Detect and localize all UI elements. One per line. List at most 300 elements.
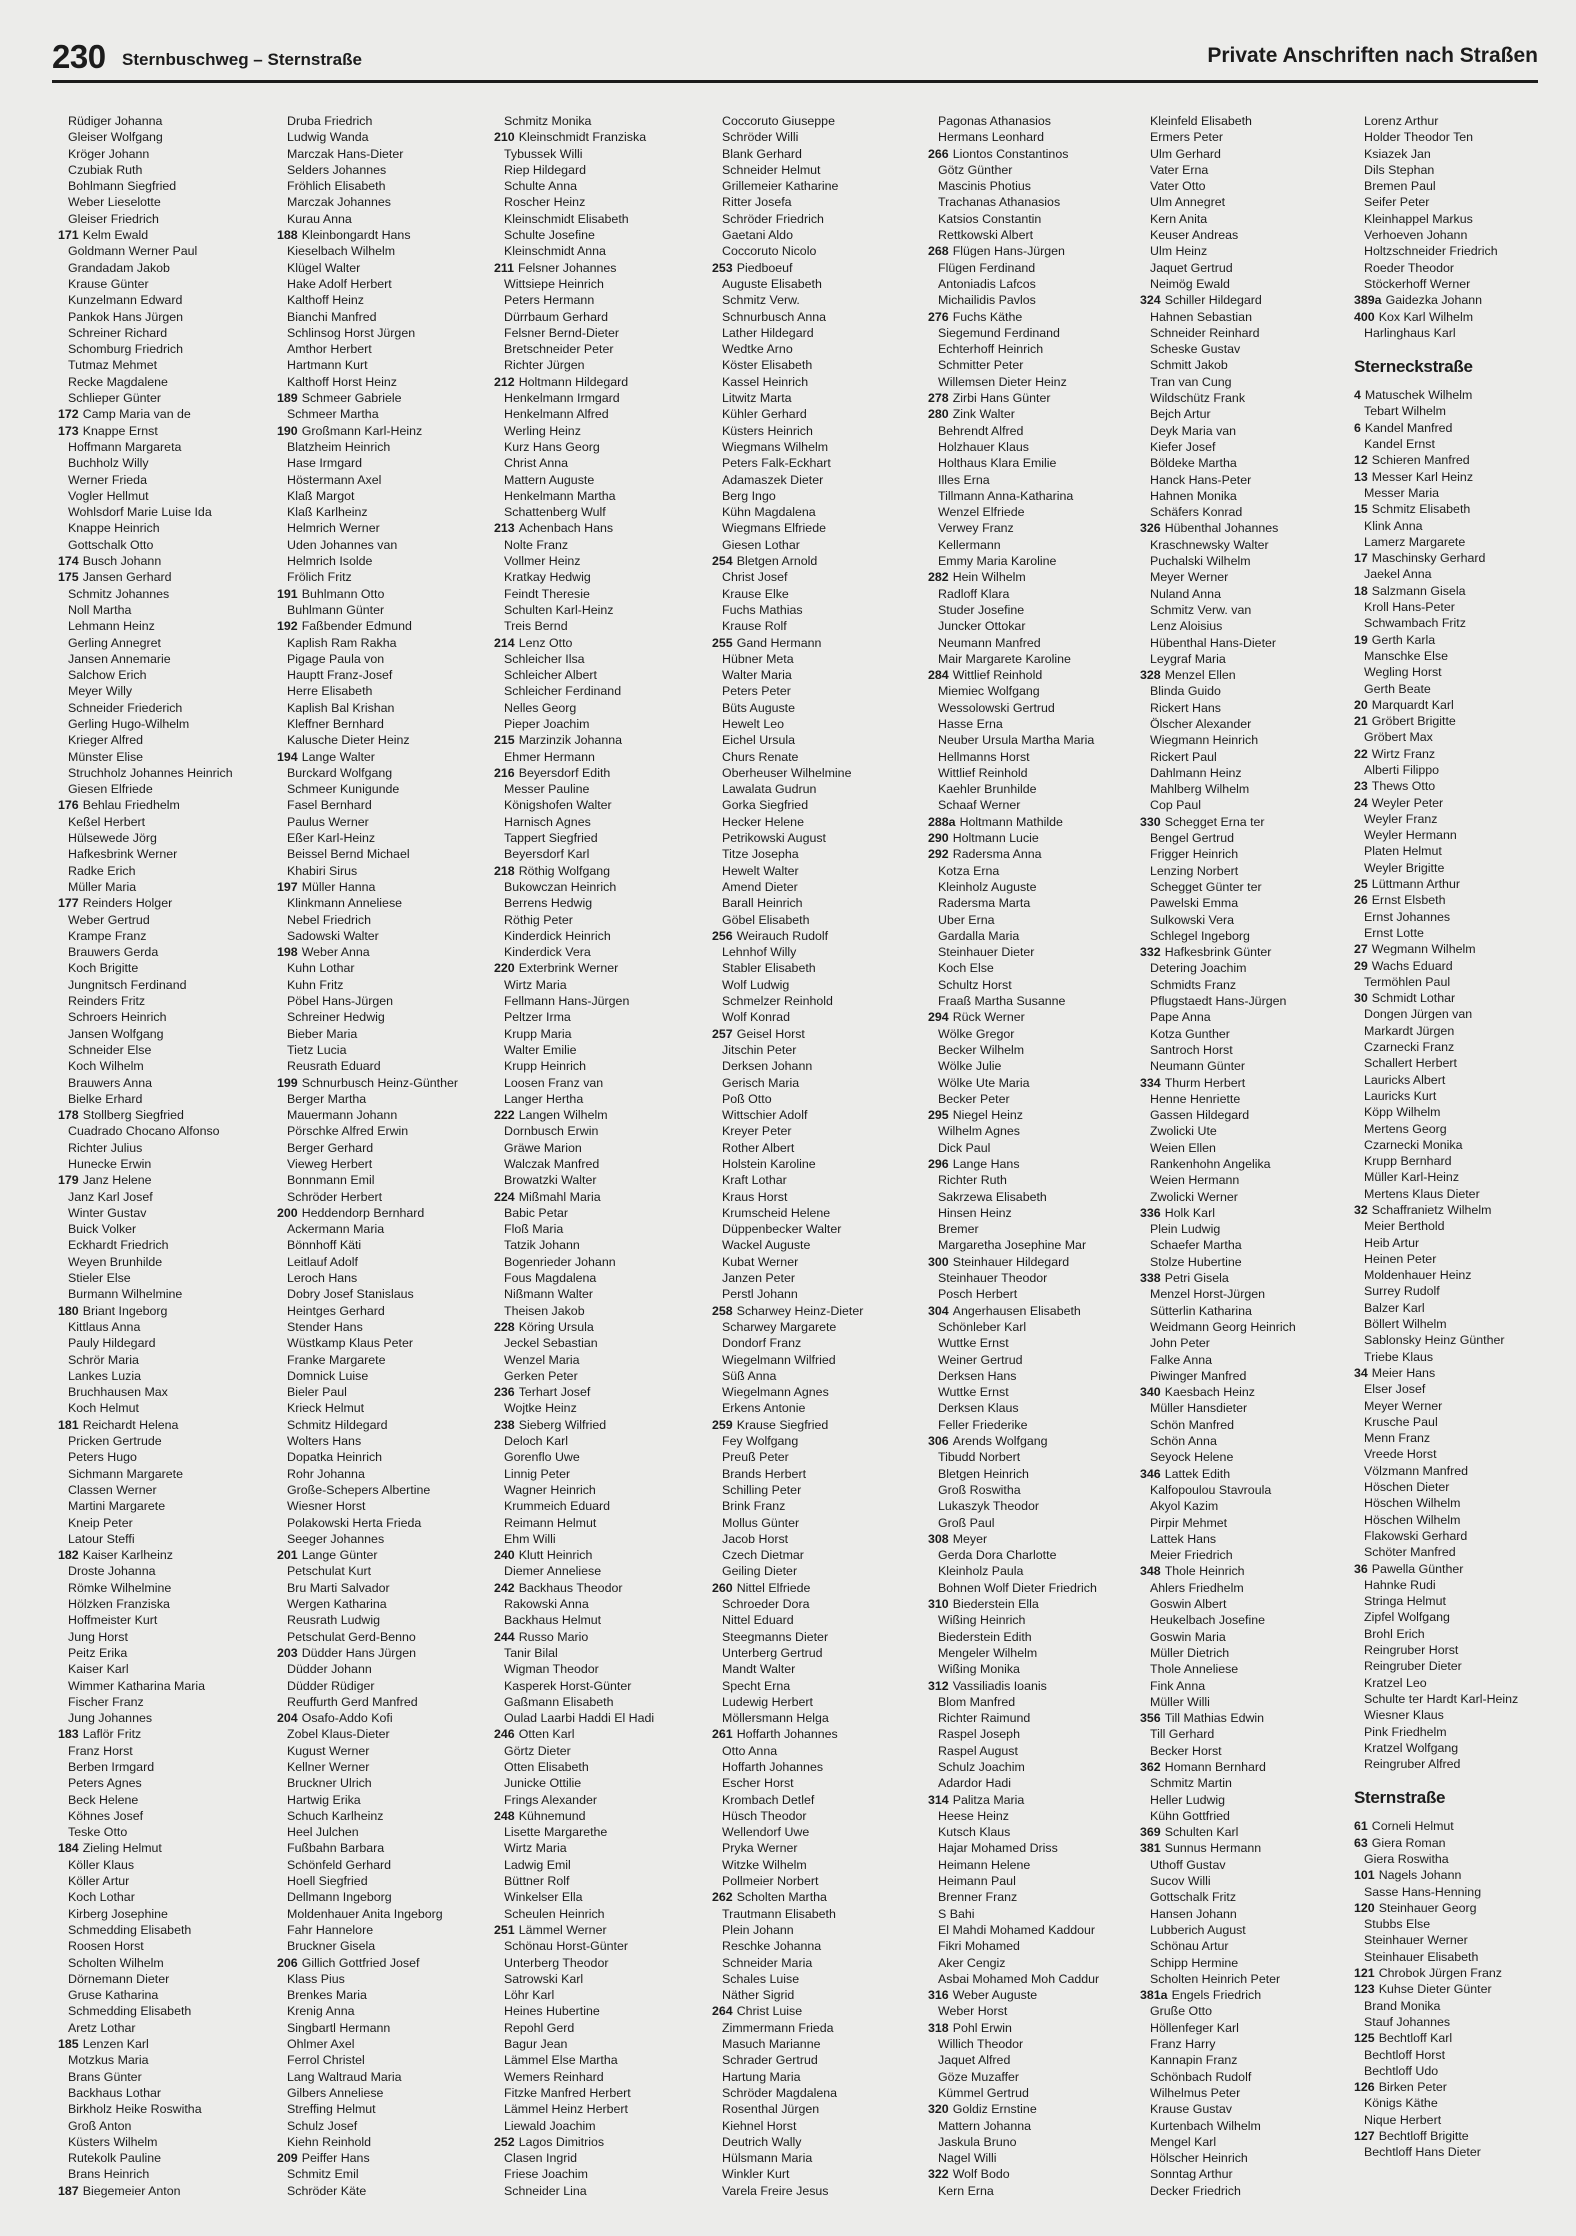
- resident-name: Wolf Ludwig: [722, 977, 790, 992]
- resident-entry: [1140, 2020, 1352, 2036]
- resident-name: Fischer Franz: [68, 1694, 144, 1709]
- resident-entry: [277, 1889, 489, 1905]
- resident-entry: [1354, 1512, 1566, 1528]
- resident-name: Chrobok Jürgen Franz: [1378, 1966, 1502, 1981]
- resident-name: Dahlmann Heinz: [1150, 765, 1242, 780]
- resident-entry: [712, 1889, 924, 1905]
- resident-name: Bechtloff Udo: [1364, 2063, 1439, 2078]
- resident-entry: [712, 1678, 924, 1694]
- resident-name: Radloff Klara: [938, 586, 1010, 601]
- resident-name: Puchalski Wilhelm: [1150, 554, 1251, 569]
- resident-entry: [1354, 1023, 1566, 1039]
- resident-entry: [712, 814, 924, 830]
- resident-name: Holtmann Mathilde: [959, 814, 1063, 829]
- resident-name: Groß Paul: [938, 1515, 995, 1530]
- resident-entry: [277, 1857, 489, 1873]
- resident-entry: [1354, 1642, 1566, 1658]
- house-number: 184: [58, 1841, 79, 1856]
- resident-entry: [712, 1580, 924, 1596]
- resident-entry: [712, 504, 924, 520]
- resident-name: Posch Herbert: [938, 1287, 1018, 1302]
- resident-entry: [494, 1466, 706, 1482]
- resident-name: Schuch Karlheinz: [287, 1808, 384, 1823]
- resident-entry: [58, 1580, 270, 1596]
- resident-entry: [1354, 1300, 1566, 1316]
- resident-entry: [58, 1352, 270, 1368]
- resident-entry: [58, 1824, 270, 1840]
- resident-entry: [928, 1270, 1140, 1286]
- resident-name: Mengel Karl: [1150, 2134, 1217, 2149]
- resident-name: Becker Wilhelm: [938, 1042, 1025, 1057]
- resident-entry: [712, 846, 924, 862]
- resident-entry: [712, 1352, 924, 1368]
- resident-entry: [1140, 341, 1352, 357]
- resident-entry: [277, 960, 489, 976]
- resident-name: Lawalata Gudrun: [722, 782, 817, 797]
- resident-name: Heimann Helene: [938, 1857, 1031, 1872]
- resident-name: Stringa Helmut: [1364, 1594, 1446, 1609]
- resident-entry: [928, 423, 1140, 439]
- resident-entry: [1354, 1365, 1566, 1381]
- resident-entry: [494, 1531, 706, 1547]
- resident-entry: [494, 1580, 706, 1596]
- resident-entry: [712, 1612, 924, 1628]
- resident-name: Weber Anna: [301, 945, 370, 960]
- resident-name: Faßbender Edmund: [301, 619, 412, 634]
- resident-name: Wittschier Adolf: [722, 1108, 808, 1123]
- resident-entry: [494, 1123, 706, 1139]
- resident-name: Görtz Dieter: [504, 1743, 571, 1758]
- resident-name: Kittlaus Anna: [68, 1319, 141, 1334]
- resident-name: Kratzel Leo: [1364, 1675, 1427, 1690]
- resident-entry: [277, 1400, 489, 1416]
- resident-name: Gruse Katharina: [68, 1988, 159, 2003]
- resident-entry: [58, 1515, 270, 1531]
- resident-name: Scholten Wilhelm: [68, 1955, 164, 1970]
- resident-name: Gottschalk Fritz: [1150, 1890, 1237, 1905]
- resident-name: Kieselbach Wilhelm: [287, 244, 396, 259]
- resident-name: Lenz Aloisius: [1150, 619, 1223, 634]
- resident-name: Klass Pius: [287, 1971, 345, 1986]
- resident-name: Poß Otto: [722, 1091, 772, 1106]
- resident-name: Reingruber Dieter: [1364, 1659, 1462, 1674]
- house-number: 260: [712, 1580, 733, 1595]
- resident-entry: [277, 1205, 489, 1221]
- house-number: 314: [928, 1792, 949, 1807]
- house-number: 127: [1354, 2129, 1375, 2144]
- resident-entry: [277, 2003, 489, 2019]
- resident-entry: [928, 341, 1140, 357]
- resident-entry: [277, 602, 489, 618]
- resident-name: Wenzel Maria: [504, 1352, 580, 1367]
- resident-entry: [494, 553, 706, 569]
- resident-name: Bletgen Heinrich: [938, 1466, 1029, 1481]
- resident-name: Kotza Gunther: [1150, 1026, 1230, 1041]
- resident-name: Blinda Guido: [1150, 684, 1221, 699]
- resident-entry: [494, 537, 706, 553]
- resident-name: Jung Horst: [68, 1629, 128, 1644]
- house-number: 324: [1140, 293, 1161, 308]
- resident-name: Fikri Mohamed: [938, 1939, 1020, 1954]
- resident-entry: [928, 1368, 1140, 1384]
- resident-entry: [1140, 667, 1352, 683]
- resident-entry: [1354, 1577, 1566, 1593]
- resident-name: Kalthoff Heinz: [287, 293, 364, 308]
- resident-name: Wessolowski Gertrud: [938, 700, 1055, 715]
- resident-name: Menzel Ellen: [1164, 668, 1236, 683]
- resident-name: Roscher Heinz: [504, 195, 586, 210]
- resident-name: Till Mathias Edwin: [1164, 1711, 1265, 1726]
- resident-entry: [928, 569, 1140, 585]
- resident-entry: [494, 960, 706, 976]
- resident-name: Specht Erna: [722, 1678, 791, 1693]
- resident-name: Weber Horst: [938, 2004, 1008, 2019]
- resident-entry: [494, 1009, 706, 1025]
- resident-name: Wackel Auguste: [722, 1238, 811, 1253]
- resident-name: Hanck Hans-Peter: [1150, 472, 1252, 487]
- resident-entry: [1140, 390, 1352, 406]
- resident-entry: [1140, 1058, 1352, 1074]
- resident-entry: [1354, 2030, 1566, 2046]
- resident-entry: [277, 1645, 489, 1661]
- resident-name: Kleinholz Paula: [938, 1564, 1024, 1579]
- resident-entry: [277, 1384, 489, 1400]
- house-number: 173: [58, 423, 79, 438]
- resident-name: Holder Theodor Ten: [1364, 130, 1474, 145]
- resident-entry: [58, 1042, 270, 1058]
- resident-entry: [1140, 1498, 1352, 1514]
- resident-entry: [1140, 1580, 1352, 1596]
- resident-name: Fahr Hannelore: [287, 1922, 374, 1937]
- house-number: 125: [1354, 2031, 1375, 2046]
- resident-entry: [494, 455, 706, 471]
- resident-entry: [58, 1498, 270, 1514]
- house-number: 201: [277, 1548, 298, 1563]
- resident-name: Briant Ingeborg: [82, 1303, 168, 1318]
- resident-name: Czarnecki Monika: [1364, 1137, 1463, 1152]
- resident-name: Wiegmann Heinrich: [1150, 733, 1259, 748]
- resident-name: Kühler Gerhard: [722, 407, 807, 422]
- resident-name: Lehnhof Willy: [722, 945, 797, 960]
- resident-entry: [58, 602, 270, 618]
- resident-name: Feller Friederike: [938, 1417, 1028, 1432]
- resident-entry: [1354, 1463, 1566, 1479]
- resident-entry: [58, 1889, 270, 1905]
- house-number: 300: [928, 1254, 949, 1269]
- resident-name: Neuber Ursula Martha Maria: [938, 733, 1095, 748]
- resident-name: Seeger Johannes: [287, 1531, 385, 1546]
- resident-name: Stender Hans: [287, 1319, 363, 1334]
- column-6: [1140, 113, 1352, 2199]
- house-number: 255: [712, 635, 733, 650]
- resident-name: Masuch Marianne: [722, 2037, 821, 2052]
- resident-entry: [712, 488, 924, 504]
- resident-name: Heintges Gerhard: [287, 1303, 385, 1318]
- resident-entry: [1140, 651, 1352, 667]
- resident-entry: [928, 977, 1140, 993]
- resident-name: Richter Raimund: [938, 1711, 1031, 1726]
- resident-name: Rother Albert: [722, 1140, 795, 1155]
- resident-entry: [1354, 387, 1566, 403]
- resident-name: Ehmer Hermann: [504, 749, 595, 764]
- resident-entry: [58, 520, 270, 536]
- resident-name: Reinders Fritz: [68, 994, 146, 1009]
- resident-name: Kelm Ewald: [82, 228, 149, 243]
- resident-entry: [58, 716, 270, 732]
- resident-entry: [928, 2183, 1140, 2199]
- resident-name: Neimög Ewald: [1150, 276, 1230, 291]
- resident-entry: [928, 830, 1140, 846]
- resident-entry: [494, 1792, 706, 1808]
- resident-name: Gand Hermann: [736, 635, 822, 650]
- resident-entry: [277, 162, 489, 178]
- resident-entry: [1354, 1981, 1566, 1997]
- resident-entry: [712, 1873, 924, 1889]
- resident-entry: [494, 1368, 706, 1384]
- resident-name: Schegget Günter ter: [1150, 879, 1262, 894]
- resident-name: Busch Johann: [82, 554, 162, 569]
- resident-name: Felsner Johannes: [518, 260, 617, 275]
- resident-name: Cuadrado Chocano Alfonso: [68, 1124, 220, 1139]
- resident-name: Christ Anna: [504, 456, 569, 471]
- resident-name: Kühn Magdalena: [722, 505, 816, 520]
- resident-entry: [1140, 292, 1352, 308]
- resident-entry: [58, 1286, 270, 1302]
- resident-entry: [494, 2020, 706, 2036]
- resident-entry: [494, 1645, 706, 1661]
- resident-entry: [494, 765, 706, 781]
- resident-entry: [494, 2003, 706, 2019]
- resident-name: Bönnhoff Käti: [287, 1238, 362, 1253]
- resident-name: Koch Brigitte: [68, 961, 139, 976]
- resident-entry: [58, 1531, 270, 1547]
- resident-name: Margaretha Josephine Mar: [938, 1238, 1087, 1253]
- resident-name: Köller Klaus: [68, 1857, 135, 1872]
- house-number: 280: [928, 407, 949, 422]
- resident-entry: [928, 618, 1140, 634]
- resident-entry: [277, 1075, 489, 1091]
- resident-entry: [494, 1286, 706, 1302]
- resident-entry: [928, 1189, 1140, 1205]
- resident-name: Wegmann Wilhelm: [1371, 942, 1476, 957]
- resident-name: Weyen Brunhilde: [68, 1254, 163, 1269]
- resident-entry: [277, 1140, 489, 1156]
- resident-name: Floß Maria: [504, 1222, 564, 1237]
- resident-name: Schmitz Johannes: [68, 586, 170, 601]
- resident-entry: [1354, 1414, 1566, 1430]
- resident-entry: [58, 1645, 270, 1661]
- resident-name: Kleinbongardt Hans: [301, 228, 411, 243]
- resident-entry: [928, 472, 1140, 488]
- resident-entry: [494, 1873, 706, 1889]
- house-number: 268: [928, 244, 949, 259]
- resident-name: Manschke Else: [1364, 648, 1449, 663]
- resident-name: Bonnmann Emil: [287, 1173, 375, 1188]
- resident-name: Näther Sigrid: [722, 1988, 795, 2003]
- resident-name: Dils Stephan: [1364, 162, 1435, 177]
- resident-entry: [712, 260, 924, 276]
- resident-name: Köpp Wilhelm: [1364, 1105, 1441, 1120]
- resident-name: Bechtloff Brigitte: [1378, 2129, 1469, 2144]
- resident-entry: [928, 1678, 1140, 1694]
- resident-entry: [494, 1710, 706, 1726]
- resident-entry: [1140, 602, 1352, 618]
- resident-name: Kannapin Franz: [1150, 2053, 1238, 2068]
- resident-name: Janz Helene: [82, 1173, 152, 1188]
- resident-entry: [1354, 403, 1566, 419]
- resident-entry: [1354, 1593, 1566, 1609]
- resident-name: Coccoruto Nicolo: [722, 244, 817, 259]
- resident-entry: [494, 993, 706, 1009]
- resident-name: Petschulat Kurt: [287, 1564, 372, 1579]
- resident-name: Jaekel Anna: [1364, 567, 1432, 582]
- resident-entry: [58, 651, 270, 667]
- resident-entry: [494, 830, 706, 846]
- resident-entry: [1354, 2095, 1566, 2111]
- house-number: 332: [1140, 945, 1161, 960]
- resident-name: Czarnecki Franz: [1364, 1040, 1455, 1055]
- resident-entry: [494, 390, 706, 406]
- resident-entry: [1140, 1824, 1352, 1840]
- resident-entry: [277, 683, 489, 699]
- resident-entry: [58, 227, 270, 243]
- resident-entry: [928, 846, 1140, 862]
- house-number: 101: [1354, 1868, 1375, 1883]
- resident-name: Hajar Mohamed Driss: [938, 1841, 1058, 1856]
- resident-entry: [1354, 1691, 1566, 1707]
- resident-entry: [494, 700, 706, 716]
- resident-name: Schön Anna: [1150, 1434, 1217, 1449]
- resident-name: Stieler Else: [68, 1271, 131, 1286]
- resident-entry: [58, 1319, 270, 1335]
- resident-entry: [712, 977, 924, 993]
- resident-name: Kaplish Bal Krishan: [287, 700, 395, 715]
- resident-name: Meyer Werner: [1364, 1398, 1443, 1413]
- resident-name: Meier Berthold: [1364, 1219, 1445, 1234]
- resident-name: Rück Werner: [952, 1010, 1025, 1025]
- resident-entry: [277, 797, 489, 813]
- resident-name: Wirtz Maria: [504, 1841, 567, 1856]
- resident-name: Piedboeuf: [736, 260, 793, 275]
- resident-name: Druba Friedrich: [287, 114, 373, 128]
- resident-name: Krupp Heinrich: [504, 1059, 586, 1074]
- resident-name: Krupp Bernhard: [1364, 1154, 1452, 1169]
- resident-entry: [1140, 1237, 1352, 1253]
- resident-name: Achenbach Hans: [518, 521, 614, 536]
- house-number: 36: [1354, 1561, 1368, 1576]
- resident-entry: [58, 846, 270, 862]
- resident-name: Santroch Horst: [1150, 1042, 1233, 1057]
- resident-name: Liontos Constantinos: [952, 146, 1069, 161]
- house-number: 292: [928, 847, 949, 862]
- resident-name: Tatzik Johann: [504, 1238, 580, 1253]
- resident-entry: [1140, 243, 1352, 259]
- house-number: 171: [58, 228, 79, 243]
- resident-entry: [494, 1824, 706, 1840]
- resident-entry: [712, 292, 924, 308]
- resident-entry: [494, 423, 706, 439]
- resident-name: Gassen Hildegard: [1150, 1108, 1250, 1123]
- resident-entry: [928, 1857, 1140, 1873]
- resident-name: Niegel Heinz: [952, 1108, 1023, 1123]
- resident-name: Hafkesbrink Werner: [68, 847, 178, 862]
- resident-entry: [1354, 909, 1566, 925]
- resident-entry: [277, 1840, 489, 1856]
- resident-entry: [494, 1498, 706, 1514]
- resident-entry: [712, 1091, 924, 1107]
- resident-name: Kraus Horst: [722, 1189, 788, 1204]
- resident-name: Koch Lothar: [68, 1890, 135, 1905]
- resident-name: Hübenthal Johannes: [1164, 521, 1279, 536]
- resident-entry: [1354, 632, 1566, 648]
- resident-name: Bechtloff Karl: [1378, 2031, 1453, 2046]
- resident-name: Schröder Willi: [722, 130, 799, 145]
- resident-entry: [712, 357, 924, 373]
- resident-name: Henkelmann Alfred: [504, 407, 609, 422]
- resident-name: Wölke Julie: [938, 1059, 1002, 1074]
- resident-entry: [58, 374, 270, 390]
- resident-name: Wenzel Elfriede: [938, 505, 1025, 520]
- resident-name: Keßel Herbert: [68, 814, 146, 829]
- resident-name: Mahlberg Wilhelm: [1150, 782, 1250, 797]
- house-number: 310: [928, 1597, 949, 1612]
- resident-name: Bieber Maria: [287, 1026, 358, 1041]
- resident-name: Krause Günter: [68, 276, 149, 291]
- resident-entry: [928, 1694, 1140, 1710]
- resident-name: Stolze Hubertine: [1150, 1254, 1242, 1269]
- resident-entry: [712, 341, 924, 357]
- resident-name: Hase Irmgard: [287, 456, 363, 471]
- resident-name: Homann Bernhard: [1164, 1759, 1266, 1774]
- resident-name: Perstl Johann: [722, 1287, 798, 1302]
- resident-entry: [277, 1417, 489, 1433]
- resident-name: Zwolicki Ute: [1150, 1124, 1217, 1139]
- resident-entry: [1140, 2150, 1352, 2166]
- resident-name: Kleinhappel Markus: [1364, 211, 1473, 226]
- resident-name: Kuhse Dieter Günter: [1378, 1982, 1492, 1997]
- resident-name: Jungnitsch Ferdinand: [68, 977, 187, 992]
- resident-entry: [58, 1987, 270, 2003]
- resident-name: Radke Erich: [68, 863, 136, 878]
- resident-name: Heines Hubertine: [504, 2004, 600, 2019]
- resident-entry: [928, 1091, 1140, 1107]
- resident-name: Escher Horst: [722, 1776, 794, 1791]
- resident-name: Schrader Gertrud: [722, 2053, 818, 2068]
- resident-entry: [277, 1123, 489, 1139]
- resident-entry: [277, 1726, 489, 1742]
- resident-entry: [712, 113, 924, 129]
- resident-name: Kühnemund: [518, 1808, 586, 1823]
- resident-name: Höllenfeger Karl: [1150, 2020, 1239, 2035]
- resident-entry: [1354, 615, 1566, 631]
- resident-name: Janzen Peter: [722, 1271, 796, 1286]
- resident-name: Loosen Franz van: [504, 1075, 604, 1090]
- resident-entry: [277, 2101, 489, 2117]
- resident-name: Pigage Paula von: [287, 651, 385, 666]
- resident-name: Hüsch Theodor: [722, 1808, 807, 1823]
- resident-name: Tybussek Willi: [504, 146, 583, 161]
- resident-entry: [712, 1368, 924, 1384]
- house-number: 328: [1140, 668, 1161, 683]
- resident-entry: [494, 2118, 706, 2134]
- resident-entry: [928, 1319, 1140, 1335]
- resident-name: Schön Manfred: [1150, 1417, 1235, 1432]
- resident-entry: [58, 618, 270, 634]
- resident-entry: [277, 390, 489, 406]
- resident-name: Buchholz Willy: [68, 456, 149, 471]
- resident-entry: [1140, 1319, 1352, 1335]
- resident-name: Heel Julchen: [287, 1825, 359, 1840]
